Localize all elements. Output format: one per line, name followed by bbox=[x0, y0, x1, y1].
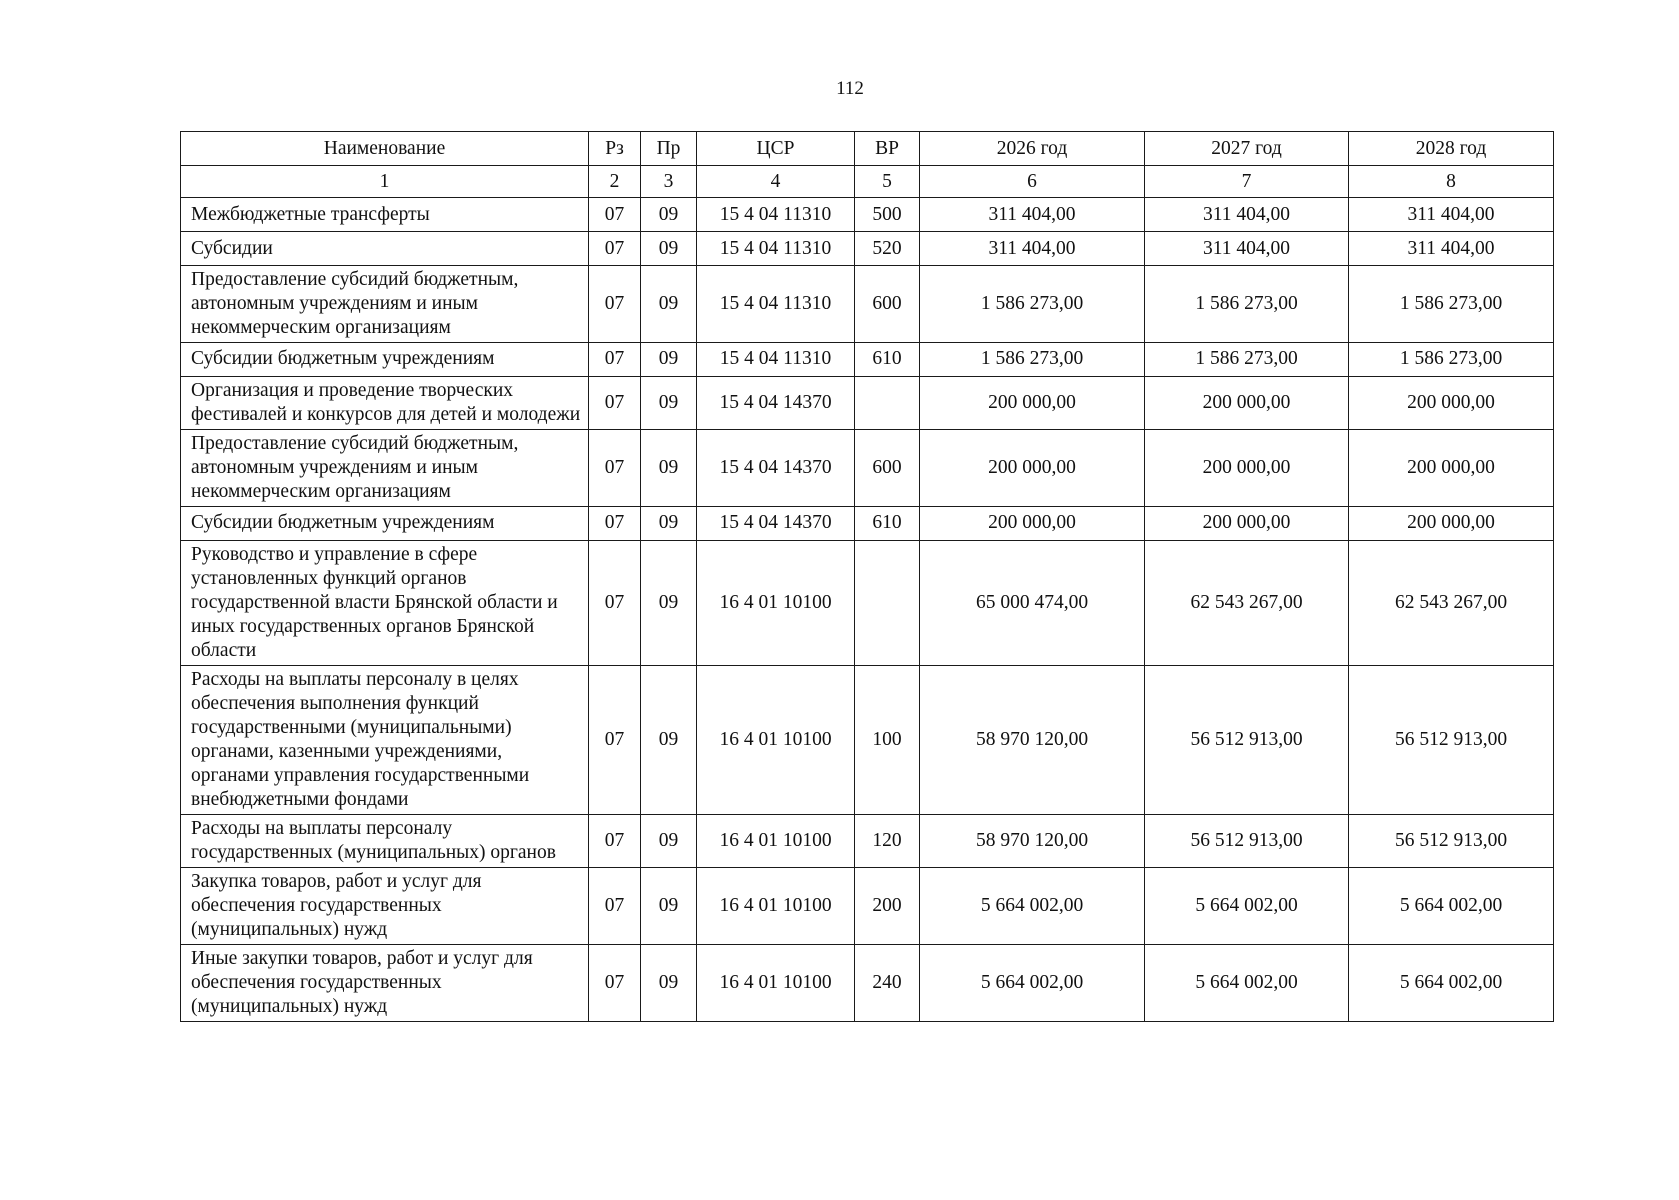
table-row bbox=[181, 814, 1554, 867]
row-2026: 5 664 002,00 bbox=[920, 867, 1145, 944]
table-row bbox=[181, 232, 1554, 266]
row-name: Расходы на выплаты персоналу в целях обеспечения выполнения функций государственными (муниципальными) органами, казенными учреждениями, органами управления государственными внебюджетными фондами bbox=[181, 665, 589, 814]
row-2026: 1 586 273,00 bbox=[920, 342, 1145, 376]
row-csr: 16 4 01 10100 bbox=[697, 665, 855, 814]
table-row bbox=[181, 376, 1554, 429]
header-pr: Пр bbox=[641, 132, 697, 166]
row-vr bbox=[855, 376, 920, 429]
row-pr: 09 bbox=[641, 506, 697, 540]
row-2028: 311 404,00 bbox=[1349, 232, 1554, 266]
row-2026: 311 404,00 bbox=[920, 232, 1145, 266]
row-2028: 1 586 273,00 bbox=[1349, 342, 1554, 376]
row-2027: 200 000,00 bbox=[1145, 429, 1349, 506]
row-rz: 07 bbox=[589, 506, 641, 540]
row-rz: 07 bbox=[589, 867, 641, 944]
row-csr: 15 4 04 11310 bbox=[697, 342, 855, 376]
table-row bbox=[181, 266, 1554, 343]
row-2027: 1 586 273,00 bbox=[1145, 266, 1349, 343]
table-row bbox=[181, 867, 1554, 944]
row-pr: 09 bbox=[641, 376, 697, 429]
row-2027: 62 543 267,00 bbox=[1145, 540, 1349, 665]
row-2028: 5 664 002,00 bbox=[1349, 867, 1554, 944]
header-csr: ЦСР bbox=[697, 132, 855, 166]
row-2027: 56 512 913,00 bbox=[1145, 665, 1349, 814]
row-2028: 200 000,00 bbox=[1349, 506, 1554, 540]
row-2028: 56 512 913,00 bbox=[1349, 665, 1554, 814]
header-name: Наименование bbox=[181, 132, 589, 166]
row-csr: 15 4 04 14370 bbox=[697, 429, 855, 506]
row-rz: 07 bbox=[589, 342, 641, 376]
row-rz: 07 bbox=[589, 232, 641, 266]
row-vr bbox=[855, 540, 920, 665]
row-vr: 500 bbox=[855, 198, 920, 232]
row-2027: 1 586 273,00 bbox=[1145, 342, 1349, 376]
row-pr: 09 bbox=[641, 198, 697, 232]
row-2027: 311 404,00 bbox=[1145, 232, 1349, 266]
row-csr: 15 4 04 11310 bbox=[697, 266, 855, 343]
row-name: Субсидии бюджетным учреждениям bbox=[181, 506, 589, 540]
row-pr: 09 bbox=[641, 814, 697, 867]
row-name: Субсидии бюджетным учреждениям bbox=[181, 342, 589, 376]
row-rz: 07 bbox=[589, 944, 641, 1021]
row-name: Предоставление субсидий бюджетным, автономным учреждениям и иным некоммерческим организациям bbox=[181, 266, 589, 343]
row-name: Предоставление субсидий бюджетным, автономным учреждениям и иным некоммерческим организациям bbox=[181, 429, 589, 506]
row-csr: 15 4 04 14370 bbox=[697, 376, 855, 429]
row-name: Организация и проведение творческих фестивалей и конкурсов для детей и молодежи bbox=[181, 376, 589, 429]
row-vr: 600 bbox=[855, 429, 920, 506]
row-2028: 62 543 267,00 bbox=[1349, 540, 1554, 665]
header-2027: 2027 год bbox=[1145, 132, 1349, 166]
row-2027: 5 664 002,00 bbox=[1145, 867, 1349, 944]
row-vr: 610 bbox=[855, 506, 920, 540]
row-pr: 09 bbox=[641, 342, 697, 376]
row-name: Субсидии bbox=[181, 232, 589, 266]
row-2028: 200 000,00 bbox=[1349, 429, 1554, 506]
row-rz: 07 bbox=[589, 540, 641, 665]
row-name: Расходы на выплаты персоналу государственных (муниципальных) органов bbox=[181, 814, 589, 867]
row-2028: 1 586 273,00 bbox=[1349, 266, 1554, 343]
table-row bbox=[181, 342, 1554, 376]
row-name: Закупка товаров, работ и услуг для обеспечения государственных (муниципальных) нужд bbox=[181, 867, 589, 944]
row-name: Межбюджетные трансферты bbox=[181, 198, 589, 232]
column-number: 3 bbox=[641, 166, 697, 198]
header-2028: 2028 год bbox=[1349, 132, 1554, 166]
column-number: 5 bbox=[855, 166, 920, 198]
column-number: 7 bbox=[1145, 166, 1349, 198]
row-2027: 311 404,00 bbox=[1145, 198, 1349, 232]
column-number: 6 bbox=[920, 166, 1145, 198]
row-2028: 200 000,00 bbox=[1349, 376, 1554, 429]
column-number: 8 bbox=[1349, 166, 1554, 198]
header-row bbox=[181, 132, 1554, 166]
row-pr: 09 bbox=[641, 867, 697, 944]
row-vr: 200 bbox=[855, 867, 920, 944]
page-number: 112 bbox=[836, 78, 864, 99]
table-body bbox=[181, 198, 1554, 1022]
row-rz: 07 bbox=[589, 665, 641, 814]
row-vr: 120 bbox=[855, 814, 920, 867]
row-rz: 07 bbox=[589, 814, 641, 867]
row-name: Руководство и управление в сфере установленных функций органов государственной власти Брянской области и иных государственных органов Брянской области bbox=[181, 540, 589, 665]
row-pr: 09 bbox=[641, 266, 697, 343]
budget-table bbox=[180, 131, 1554, 1022]
row-2028: 5 664 002,00 bbox=[1349, 944, 1554, 1021]
row-pr: 09 bbox=[641, 232, 697, 266]
row-2026: 5 664 002,00 bbox=[920, 944, 1145, 1021]
table-row bbox=[181, 540, 1554, 665]
row-2026: 1 586 273,00 bbox=[920, 266, 1145, 343]
row-rz: 07 bbox=[589, 266, 641, 343]
row-2026: 200 000,00 bbox=[920, 376, 1145, 429]
row-pr: 09 bbox=[641, 944, 697, 1021]
row-csr: 16 4 01 10100 bbox=[697, 540, 855, 665]
table-row bbox=[181, 944, 1554, 1021]
row-csr: 15 4 04 14370 bbox=[697, 506, 855, 540]
table-row bbox=[181, 665, 1554, 814]
table-row bbox=[181, 198, 1554, 232]
row-pr: 09 bbox=[641, 429, 697, 506]
column-number: 2 bbox=[589, 166, 641, 198]
row-name: Иные закупки товаров, работ и услуг для обеспечения государственных (муниципальных) нужд bbox=[181, 944, 589, 1021]
row-vr: 520 bbox=[855, 232, 920, 266]
row-csr: 16 4 01 10100 bbox=[697, 867, 855, 944]
row-2026: 311 404,00 bbox=[920, 198, 1145, 232]
header-vr: ВР bbox=[855, 132, 920, 166]
row-csr: 16 4 01 10100 bbox=[697, 814, 855, 867]
row-vr: 100 bbox=[855, 665, 920, 814]
header-rz: Рз bbox=[589, 132, 641, 166]
row-2026: 65 000 474,00 bbox=[920, 540, 1145, 665]
row-2027: 56 512 913,00 bbox=[1145, 814, 1349, 867]
column-number: 4 bbox=[697, 166, 855, 198]
row-2026: 58 970 120,00 bbox=[920, 814, 1145, 867]
row-2027: 200 000,00 bbox=[1145, 506, 1349, 540]
row-pr: 09 bbox=[641, 665, 697, 814]
row-vr: 610 bbox=[855, 342, 920, 376]
row-rz: 07 bbox=[589, 198, 641, 232]
row-pr: 09 bbox=[641, 540, 697, 665]
table-row bbox=[181, 506, 1554, 540]
column-number-row bbox=[181, 166, 1554, 198]
row-2026: 200 000,00 bbox=[920, 506, 1145, 540]
row-2026: 58 970 120,00 bbox=[920, 665, 1145, 814]
row-2027: 200 000,00 bbox=[1145, 376, 1349, 429]
row-vr: 600 bbox=[855, 266, 920, 343]
row-csr: 15 4 04 11310 bbox=[697, 232, 855, 266]
table-row bbox=[181, 429, 1554, 506]
table-header bbox=[181, 132, 1554, 198]
row-csr: 16 4 01 10100 bbox=[697, 944, 855, 1021]
row-csr: 15 4 04 11310 bbox=[697, 198, 855, 232]
row-2027: 5 664 002,00 bbox=[1145, 944, 1349, 1021]
row-rz: 07 bbox=[589, 429, 641, 506]
row-2028: 56 512 913,00 bbox=[1349, 814, 1554, 867]
row-2026: 200 000,00 bbox=[920, 429, 1145, 506]
column-number: 1 bbox=[181, 166, 589, 198]
header-2026: 2026 год bbox=[920, 132, 1145, 166]
row-rz: 07 bbox=[589, 376, 641, 429]
row-vr: 240 bbox=[855, 944, 920, 1021]
row-2028: 311 404,00 bbox=[1349, 198, 1554, 232]
